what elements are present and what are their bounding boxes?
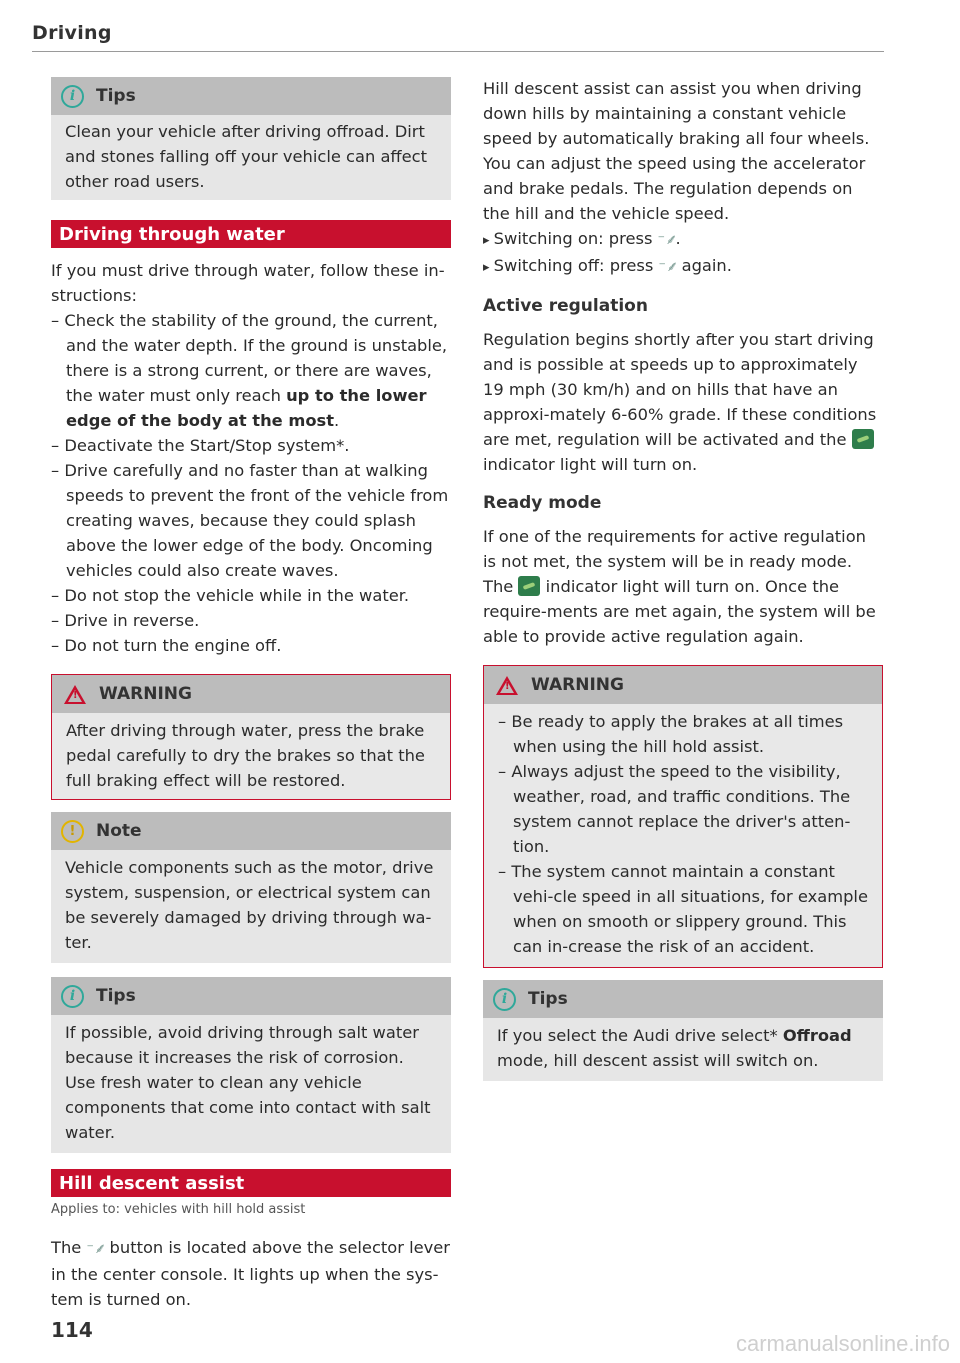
info-icon: i [61,85,84,108]
page-number: 114 [51,1318,93,1342]
switch-list [483,226,883,280]
warning-box [51,674,451,800]
right-column [483,76,883,1081]
indicator-light-icon [518,576,540,596]
tips-text: Clean your vehicle after driving offroad. Dirt and stones falling off your vehicle can affect other road users. [65,122,428,191]
tips-header [483,980,883,1018]
list-item: ▸ Switching off: press ⁻⸙ again. [483,253,883,280]
section-heading-water: Driving through water [51,220,451,248]
watermark: carmanualsonline.info [735,1331,950,1356]
active-regulation-heading: Active regulation [483,296,648,316]
tips-title: Tips [528,988,568,1009]
warning-text: After driving through water, press the brake pedal carefully to dry the brakes so that the full braking effect will be restored. [66,721,425,790]
applies-to: Applies to: vehicles with hill hold assist [51,1202,306,1217]
warning-box [483,665,883,968]
tips-box [51,977,451,1153]
warning-list [498,709,868,959]
hill-descent-icon: ⁻⸙ [86,1241,105,1257]
list-item: – The system cannot maintain a constant vehi-cle speed in all situations, for example when on smooth or slippery ground. This can in-crease the risk of an accident. [498,859,868,959]
hill-intro: Hill descent assist can assist you when driving down hills by maintaining a constant vehicle speed by automatically braking all four wheels. You can adjust the speed using the accelerator and brake pedals. The regulation depends on the hill and the vehicle speed. [483,79,870,223]
active-regulation-text: Regulation begins shortly after you start driving and is possible at speeds up to approximately 19 mph (30 km/h) and on hills that have an approxi-mately 6-60% grade. If these conditions are met, regulation will be activated and the indicator light will turn on. [483,330,877,474]
warning-triangle-icon: ! [64,685,86,704]
hill-descent-icon: ⁻⸙ [658,259,677,275]
list-item: – Drive in reverse. [51,608,451,633]
warning-title: WARNING [99,683,192,704]
list-item: – Do not turn the engine off. [51,633,451,658]
tips-text: If possible, avoid driving through salt water because it increases the risk of corrosion. Use fresh water to clean any vehicle components that come into contact with salt water. [65,1023,431,1142]
section-heading-hill: Hill descent assist [51,1169,451,1197]
warning-title: WARNING [531,674,624,695]
note-box [51,812,451,963]
info-icon: i [61,985,84,1008]
water-instructions-list [51,308,451,658]
tips-text: If you select the Audi drive select* Offroad mode, hill descent assist will switch on. [497,1026,852,1070]
ready-mode-heading: Ready mode [483,493,602,513]
indicator-light-icon [852,429,874,449]
tips-title: Tips [96,985,136,1006]
note-text: Vehicle components such as the motor, drive system, suspension, or electrical system can be severely damaged by driving through wa-ter. [65,858,434,952]
warning-triangle-icon: ! [496,676,518,695]
note-icon: ! [61,820,84,843]
list-item: – Deactivate the Start/Stop system*. [51,433,451,458]
note-header [51,812,451,850]
list-item: – Check the stability of the ground, the current, and the water depth. If the ground is unstable, there is a strong current, or there are waves, the water must only reach up to the lower edge of the body at the most. [51,308,451,433]
page-header [32,22,884,52]
list-item: – Always adjust the speed to the visibility, weather, road, and traffic conditions. The system cannot replace the driver's atten-tion. [498,759,868,859]
note-title: Note [96,820,142,841]
tips-box [51,77,451,200]
list-item: – Be ready to apply the brakes at all times when using the hill hold assist. [498,709,868,759]
warning-header [484,666,882,704]
left-column [51,77,451,1312]
info-icon: i [493,988,516,1011]
warning-header [52,675,450,713]
tips-title: Tips [96,85,136,106]
tips-header [51,977,451,1015]
ready-mode-text: If one of the requirements for active regulation is not met, the system will be in ready mode. The indicator light will turn on. Once the require-ments are met again, the system will be able to provide active regulation again. [483,527,876,646]
list-item: ▸ Switching on: press ⁻⸙. [483,226,883,253]
hill-button-text: The ⁻⸙ button is located above the selector lever in the center console. It lights up when the sys-tem is turned on. [51,1238,451,1309]
tips-box [483,980,883,1081]
list-item: – Drive carefully and no faster than at walking speeds to prevent the front of the vehicle from creating waves, because they could splash above the lower edge of the body. Oncoming vehicles could also create waves. [51,458,451,583]
hill-descent-icon: ⁻⸙ [657,232,676,248]
water-intro: If you must drive through water, follow these in-structions: [51,261,445,305]
list-item: – Do not stop the vehicle while in the water. [51,583,451,608]
tips-header [51,77,451,115]
chapter-title: Driving [32,22,112,44]
